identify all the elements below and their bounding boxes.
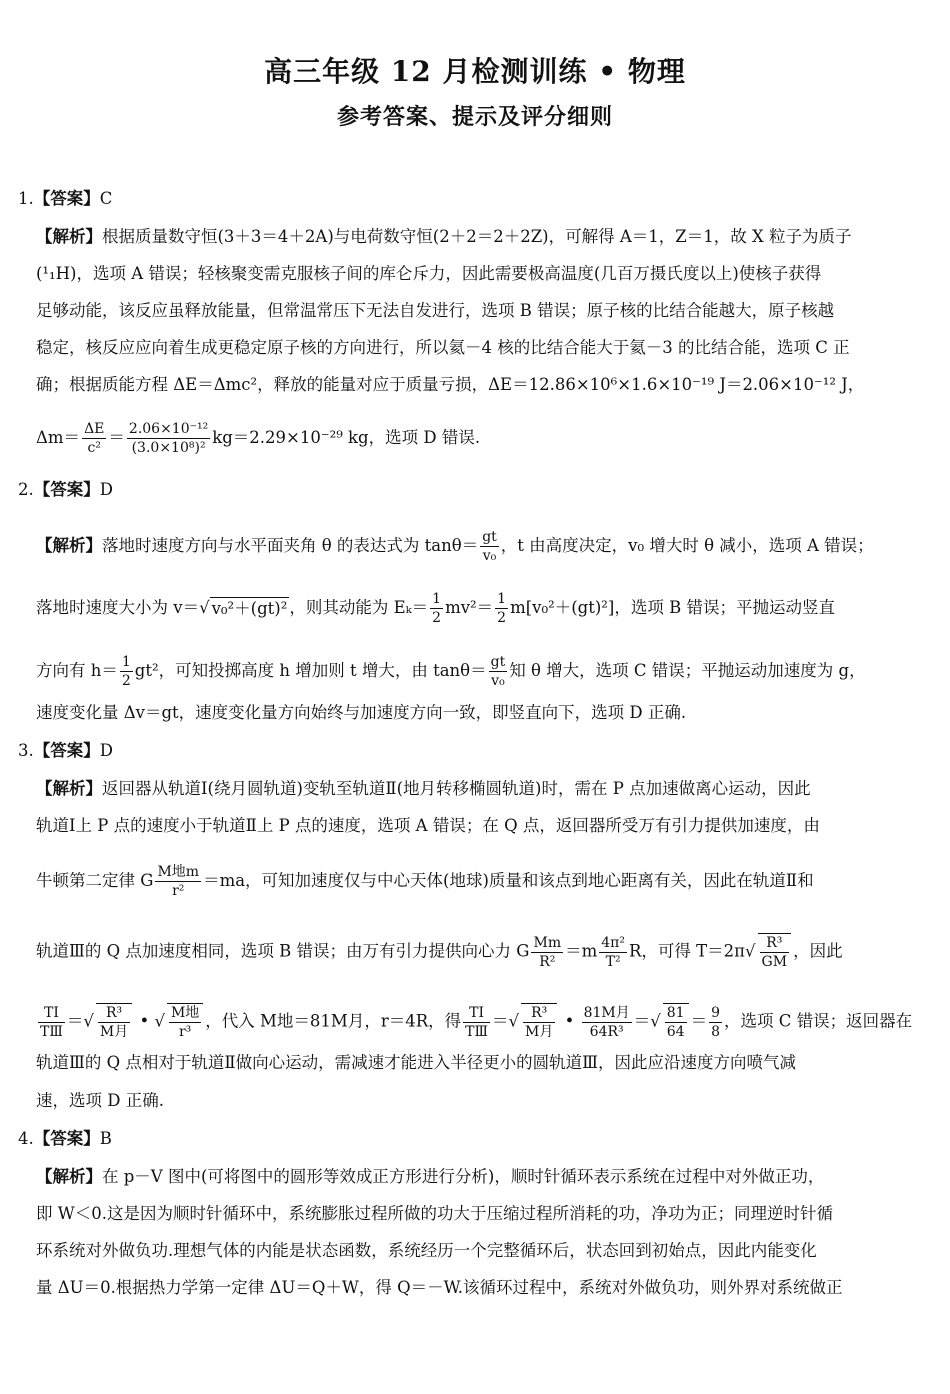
page-title: 高三年级 12 月检测训练 • 物理 [264, 55, 686, 88]
analysis-label: 【解析】 [36, 227, 102, 246]
square-root: v₀²＋(gt)² [211, 599, 288, 618]
q1-analysis-line-6: Δm＝ $\frac{\Delta E}{\text{c²}}$ ＝ $\frac{\text{2.06×10⁻¹²}}{\text{(3.0×10⁸)²}}$ kg＝2.29×10⁻²⁹ kg，选项 D 错误. [36, 421, 481, 456]
q3-analysis-line-3: 牛顿第二定律 G $\frac{\text{M地m}}{\text{r²}}$ ＝ma，可知加速度仅与中心天体(地球)质量和该点到地心距离有关，因此在轨道Ⅱ和 [36, 864, 814, 899]
fraction: $\frac{\text{M地m}}{\text{r²}}$ [157, 864, 200, 899]
analysis-label: 【解析】 [36, 536, 102, 555]
question-3-answer [18, 740, 113, 762]
q2-analysis-line-4: 速度变化量 Δv＝gt，速度变化量方向始终与加速度方向一致，即竖直向下，选项 D 正确. [36, 703, 687, 722]
answer-label: 【答案】 [33, 189, 100, 208]
q2-analysis-line-3: 方向有 h＝ $\frac{1}{2}$ gt²，可知投掷高度 h 增加则 t 增大，由 tanθ＝ $\frac{gt}{\text{v₀}}$ 知 θ 增大，选项 C 错误；平抛运动加速度为 g， [36, 654, 866, 689]
fraction: $\frac{gt}{\text{v₀}}$ [490, 654, 506, 689]
question-number: 3. [18, 741, 34, 760]
q3-analysis-line-6: 轨道Ⅲ的 Q 点相对于轨道Ⅱ做向心运动，需减速才能进入半径更小的圆轨道Ⅲ，因此应沿速度方向喷气减 [36, 1053, 797, 1072]
question-number: 1. [18, 189, 34, 208]
answer-label: 【答案】 [33, 741, 100, 760]
fraction: $\frac{gt}{\text{v₀}}$ [482, 529, 497, 564]
q1-analysis-line-1: 【解析】根据质量数守恒(3＋3＝4＋2A)与电荷数守恒(2＋2＝2＋2Z)，可解得 A＝1，Z＝1，故 X 粒子为质子 [36, 227, 852, 246]
answer-value: D [99, 480, 113, 499]
q4-analysis-line-3: 环系统对外做负功.理想气体的内能是状态函数，系统经历一个完整循环后，状态回到初始点，因此内能变化 [36, 1241, 817, 1260]
page-subtitle: 参考答案、提示及评分细则 [336, 104, 613, 130]
answer-value: B [99, 1129, 112, 1148]
fraction: $\frac{\Delta E}{\text{c²}}$ [84, 421, 105, 456]
question-1-answer [18, 188, 112, 210]
q3-analysis-line-4: 轨道Ⅲ的 Q 点加速度相同，选项 B 错误；由万有引力提供向心力 G $\frac{Mm}{\text{R²}}$ ＝m $\frac{\text{4π²}}{\text{T²}}$ R，可得 T＝2π√ $\frac{\text{R³}}{GM}$ ，因此 [36, 934, 843, 970]
q4-analysis-line-4: 量 ΔU＝0.根据热力学第一定律 ΔU＝Q＋W，得 Q＝－W.该循环过程中，系统对外做负功，则外界对系统做正 [36, 1278, 843, 1297]
fraction: $\frac{1}{2}$ [432, 591, 442, 626]
answer-value: D [99, 741, 113, 760]
q2-analysis-line-2: 落地时速度大小为 v＝√ v₀²＋(gt)² ，则其动能为 Eₖ＝ $\frac{1}{2}$ mv²＝ $\frac{1}{2}$ m[v₀²＋(gt)²]，选项 B 错误；平抛运动竖直 [36, 591, 835, 626]
answer-value: C [99, 189, 113, 208]
fraction: $\frac{\text{4π²}}{\text{T²}}$ [601, 934, 625, 970]
question-number: 2. [18, 480, 34, 499]
fraction: $\frac{Mm}{\text{R²}}$ [533, 934, 562, 970]
question-number: 4. [18, 1129, 34, 1148]
q2-analysis-line-1: 【解析】落地时速度方向与水平面夹角 θ 的表达式为 tanθ＝ $\frac{gt}{\text{v₀}}$ ，t 由高度决定，v₀ 增大时 θ 减小，选项 A 错误； [36, 529, 874, 564]
q1-analysis-line-4: 稳定，核反应应向着生成更稳定原子核的方向进行，所以氦－4 核的比结合能大于氦－3 的比结合能，选项 C 正 [36, 338, 850, 357]
q1-analysis-line-2: (¹₁H)，选项 A 错误；轻核聚变需克服核子间的库仑斥力，因此需要极高温度(几百万摄氏度以上)使核子获得 [36, 264, 822, 283]
answer-label: 【答案】 [33, 480, 100, 499]
fraction: $\frac{\text{2.06×10⁻¹²}}{\text{(3.0×10⁸)²}}$ [128, 421, 209, 456]
q1-analysis-line-5: 确；根据质能方程 ΔE＝Δmc²，释放的能量对应于质量亏损，ΔE＝12.86×10⁶×1.6×10⁻¹⁹ J＝2.06×10⁻¹² J， [36, 375, 865, 394]
question-2-answer [18, 479, 113, 501]
q4-analysis-line-1: 【解析】在 p－V 图中(可将图中的圆形等效成正方形进行分析)，顺时针循环表示系统在过程中对外做正功， [36, 1167, 825, 1186]
fraction: $\frac{1}{2}$ [121, 654, 131, 689]
q3-analysis-line-7: 速，选项 D 正确. [36, 1091, 164, 1110]
fraction: $\frac{\text{TⅠ}}{\text{TⅢ}}$ [40, 1004, 63, 1040]
answer-label: 【答案】 [33, 1129, 100, 1148]
q3-analysis-line-1: 【解析】返回器从轨道Ⅰ(绕月圆轨道)变轨至轨道Ⅱ(地月转移椭圆轨道)时，需在 P 点加速做离心运动，因此 [36, 779, 811, 798]
sqrt-fraction: $\frac{\text{R³}}{GM}$ [758, 933, 792, 971]
analysis-label: 【解析】 [36, 779, 102, 798]
q3-analysis-line-2: 轨道Ⅰ上 P 点的速度小于轨道Ⅱ上 P 点的速度，选项 A 错误；在 Q 点，返回器所受万有引力提供加速度，由 [36, 816, 820, 835]
fraction: $\frac{1}{2}$ [497, 591, 507, 626]
q4-analysis-line-2: 即 W＜0.这是因为顺时针循环中，系统膨胀过程所做的功大于压缩过程所消耗的功，净功为正；同理逆时针循 [36, 1204, 833, 1223]
analysis-label: 【解析】 [36, 1167, 102, 1186]
q1-analysis-line-3: 足够动能，该反应虽释放能量，但常温常压下无法自发进行，选项 B 错误；原子核的比结合能越大，原子核越 [36, 301, 835, 320]
q3-analysis-line-5: $\frac{\text{TⅠ}}{\text{TⅢ}}$ ＝√ $\frac{\text{R³}}{\text{M月}}$ • √ $\frac{\text{M地}}{\text{r³}}$ ，代入 M地＝81M月，r＝4R，得 $\frac{\text{TⅠ}}{\text{TⅢ}}$ ＝√ $\frac{\text{R³}}{\text{M月}}$ • $\frac{\text{81M月}}{\text{64R³}}$ ＝√ $\frac{81}{64}$ ＝ $\frac{9}{8}$ ，选项 C 错误；返回器在 [40, 1004, 913, 1040]
question-4-answer [18, 1128, 112, 1150]
